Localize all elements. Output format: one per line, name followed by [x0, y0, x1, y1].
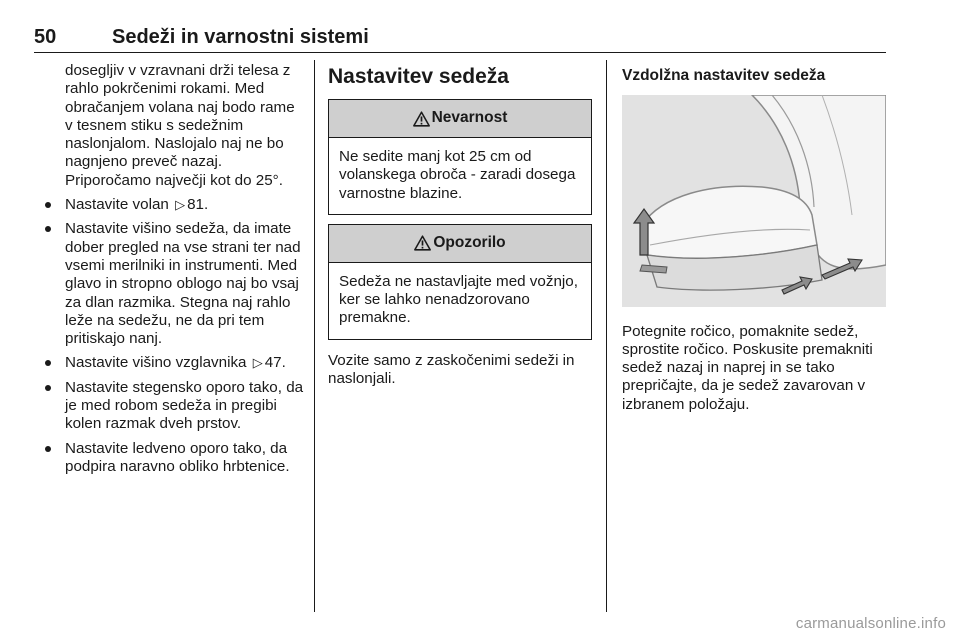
- list-item-text: Nastavite stegensko oporo tako, da je med robom sedeža in pregibi kolen razmak dveh prstov.: [65, 378, 304, 433]
- warning-label: Opozorilo: [433, 234, 506, 252]
- column-2: [328, 62, 592, 388]
- bullet-icon: [45, 202, 51, 208]
- bullet-icon: [45, 226, 51, 232]
- page-header: [34, 26, 886, 53]
- bullet-icon: [45, 446, 51, 452]
- danger-header: [329, 100, 591, 138]
- page-number: 50: [34, 26, 57, 48]
- continuation-text: dosegljiv v vzravnani drži telesa z rahlo pokrčenimi rokami. Med obračanjem volana naj bodo rame v tesnem stiku s sedežnim naslonjalom. Naslojalo naj ne bo nagnjeno preveč nazaj. Priporočamo največji kot do 25°.: [65, 62, 295, 189]
- column-divider: [606, 60, 607, 612]
- list-item-text: Nastavite višino vzglavnika: [65, 354, 247, 372]
- warning-triangle-icon: [413, 111, 430, 127]
- warning-text: Sedeža ne nastavljajte med vožnjo, ker se lahko nenadzorovano premakne.: [339, 272, 578, 327]
- bullet-icon: [45, 385, 51, 391]
- warning-header: [329, 225, 591, 263]
- arrow-reference-icon: ▷: [175, 197, 186, 213]
- list-item-text: Nastavite ledveno oporo tako, da podpira naravno obliko hrbtenice.: [65, 439, 290, 475]
- instruction-list: [44, 196, 306, 476]
- danger-text: Ne sedite manj kot 25 cm od volanskega obroča - zaradi dosega varnostne blazine.: [339, 148, 576, 202]
- list-item: [44, 196, 306, 214]
- list-item: [44, 354, 306, 372]
- list-item: [44, 379, 306, 434]
- list-item-text: Nastavite volan: [65, 196, 169, 214]
- page-reference[interactable]: 81.: [187, 196, 209, 214]
- warning-box: [328, 224, 592, 340]
- danger-label: Nevarnost: [431, 109, 508, 127]
- watermark: carmanualsonline.info: [795, 615, 946, 632]
- arrow-reference-icon: ▷: [252, 355, 263, 371]
- warning-triangle-icon: [414, 235, 431, 251]
- body-paragraph: Potegnite ročico, pomaknite sedež, sprostite ročico. Poskusite premakniti sedež nazaj in naprej in se tako prepričajte, da je sedež zavarovan v izbranem položaju.: [622, 322, 873, 413]
- column-1: [44, 62, 306, 482]
- list-item-text: Nastavite višino sedeža, da imate dober pregled na vse strani ter nad vsemi merilniki in instrumenti. Med glavo in stropno oblogo naj bo vsaj za dlan razmika. Stegna naj rahlo leže na sedežu, ne da pri tem pritiskajo nanj.: [65, 220, 301, 348]
- page-reference[interactable]: 47.: [264, 354, 286, 372]
- bullet-icon: [45, 360, 51, 366]
- subsection-heading: Vzdolžna nastavitev sedeža: [622, 67, 826, 84]
- seat-adjustment-illustration: [622, 95, 886, 307]
- column-3: [622, 62, 892, 414]
- list-item: [44, 220, 306, 348]
- section-title: Sedeži in varnostni sistemi: [112, 26, 369, 48]
- list-item: [44, 440, 306, 477]
- body-paragraph: Vozite samo z zaskočenimi sedeži in naslonjali.: [328, 351, 575, 388]
- column-divider: [314, 60, 315, 612]
- danger-box: [328, 99, 592, 215]
- section-heading: Nastavitev sedeža: [328, 65, 509, 88]
